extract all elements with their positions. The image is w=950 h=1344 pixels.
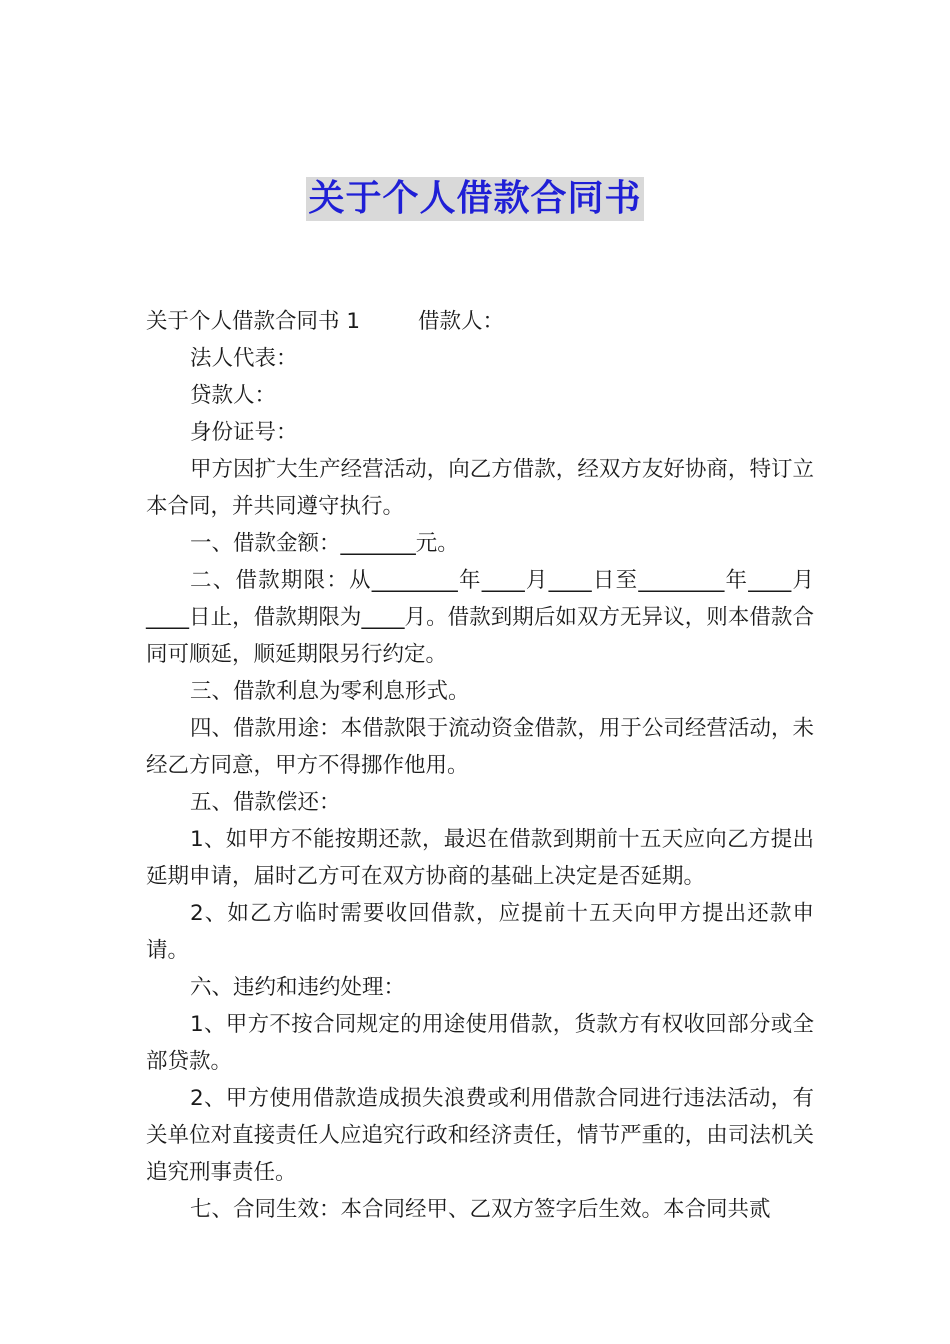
clause-purpose: 四、借款用途：本借款限于流动资金借款，用于公司经营活动，未经乙方同意，甲方不得挪作他用。: [146, 716, 814, 778]
clause-repayment-2: 2、如乙方临时需要收回借款，应提前十五天向甲方提出还款申请。: [146, 901, 814, 963]
heading-line-borrower: 借款人：: [418, 309, 505, 334]
clause-breach: 六、违约和违约处理：: [190, 975, 406, 1000]
clause-repayment-1: 1、如甲方不能按期还款，最迟在借款到期前十五天应向乙方提出延期申请，届时乙方可在双方协商的基础上决定是否延期。: [146, 827, 814, 889]
clause-amount: 一、借款金额：_______元。: [190, 531, 459, 556]
clause-term: 二、借款期限：从________年____月____日至________年____月____日止，借款期限为____月。借款到期后如双方无异议，则本借款合同可顺延，顺延期限另行约定。: [146, 568, 814, 667]
heading-line-title: 关于个人借款合同书 1: [146, 309, 361, 334]
clause-breach-1: 1、甲方不按合同规定的用途使用借款，货款方有权收回部分或全部贷款。: [146, 1012, 814, 1074]
clause-repayment: 五、借款偿还：: [190, 790, 341, 815]
title-block: [0, 177, 950, 221]
paragraph-id-number: 身份证号：: [190, 420, 298, 445]
clause-effect: 七、合同生效：本合同经甲、乙双方签字后生效。本合同共贰: [190, 1197, 771, 1222]
paragraph-legal-rep: 法人代表：: [190, 346, 298, 371]
clause-interest: 三、借款利息为零利息形式。: [190, 679, 470, 704]
clause-breach-2: 2、甲方使用借款造成损失浪费或利用借款合同进行违法活动，有关单位对直接责任人应追究行政和经济责任，情节严重的，由司法机关追究刑事责任。: [146, 1086, 814, 1185]
document-body: [146, 303, 814, 1228]
heading-line: [146, 303, 814, 340]
paragraph-intro: 甲方因扩大生产经营活动，向乙方借款，经双方友好协商，特订立本合同，并共同遵守执行。: [146, 457, 814, 519]
paragraph-lender: 贷款人：: [190, 383, 277, 408]
document-title: 关于个人借款合同书: [308, 178, 642, 219]
